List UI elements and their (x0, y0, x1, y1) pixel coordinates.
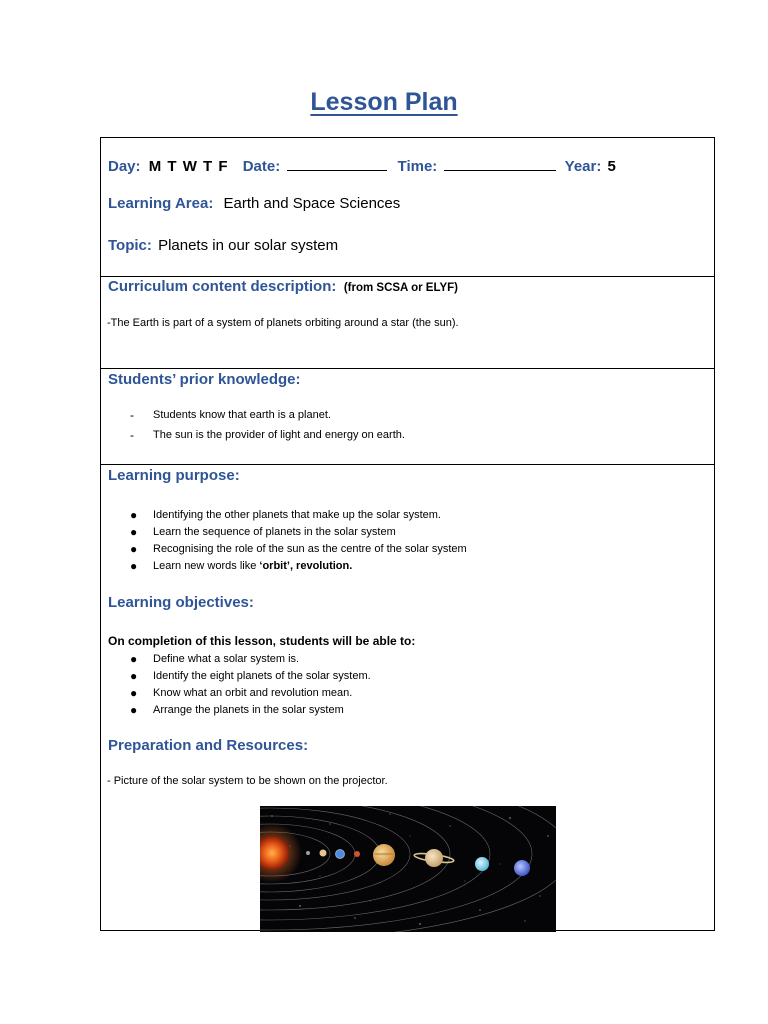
learning-objectives-heading: Learning objectives (108, 594, 249, 611)
curriculum-heading: Curriculum content description (108, 278, 332, 295)
learning-purpose-heading-row: Learning purpose: (108, 467, 240, 484)
time-blank[interactable] (444, 157, 556, 171)
header-section (101, 138, 714, 277)
day-date-time-year-row: Day: M T W T F Date: Time: Year: 5 (108, 158, 616, 175)
time-label: Time (397, 158, 433, 175)
date-blank[interactable] (287, 157, 387, 171)
curriculum-heading-row: Curriculum content description: (from SCSA or ELYF) (108, 278, 458, 295)
year-label: Year (564, 158, 597, 175)
learning-area-value: Earth and Space Sciences (223, 195, 401, 212)
prior-knowledge-heading-row: Students’ prior knowledge: (108, 371, 301, 388)
curriculum-section (101, 277, 714, 369)
learning-purpose-heading: Learning purpose (108, 467, 235, 484)
learning-objectives-heading-row: Learning objectives: (108, 594, 254, 611)
vocab-words: ‘orbit’, revolution. (259, 560, 353, 572)
learning-area-row: Learning Area: Earth and Space Sciences (108, 195, 401, 212)
vocab-prefix: Learn new words like (153, 560, 260, 572)
prior-knowledge-section: Students’ prior knowledge: - Students know that earth is a planet. - The sun is the provider of light and energy on earth. (101, 369, 714, 465)
learning-objectives-intro: On completion of this lesson, students will be able to: (108, 634, 416, 648)
solar-system-image (260, 806, 556, 932)
topic-row: Topic: Planets in our solar system (108, 237, 339, 254)
date-label: Date (242, 158, 276, 175)
resources-text: - Picture of the solar system to be shown on the projector. (107, 775, 388, 787)
day-label: Day (108, 158, 136, 175)
topic-label: Topic (108, 237, 147, 254)
resources-heading: Preparation and Resources (108, 737, 304, 754)
main-section: Learning purpose: ● Identifying the other planets that make up the solar system. ● Learn the sequence of planets in the solar system ● Recognising the role of the sun as the centre of the solar system ● Learn new words like ‘orbit’, revolution. Learning objectives: On completion of this lesson, students will be able to: ● Define what a solar system is. ● Identify the eight planets of the solar system. ● Know what an orbit and revolution mean. ● Arrange the planets in the solar system Preparation and Resources: - Picture of the solar system to be shown on the projector. (107, 467, 467, 787)
curriculum-text: -The Earth is part of a system of planets orbiting around a star (the sun). (107, 317, 459, 329)
curriculum-source: (from SCSA or ELYF) (343, 282, 458, 294)
page-title: Lesson Plan (310, 88, 458, 116)
year-value: 5 (607, 158, 616, 175)
learning-area-label: Learning Area (108, 195, 209, 212)
prior-knowledge-heading: Students’ prior knowledge (108, 371, 296, 388)
day-value: M T W T F (148, 158, 229, 175)
topic-value: Planets in our solar system (158, 237, 339, 254)
lesson-plan-table (100, 137, 715, 931)
resources-heading-row: Preparation and Resources: (108, 737, 309, 754)
